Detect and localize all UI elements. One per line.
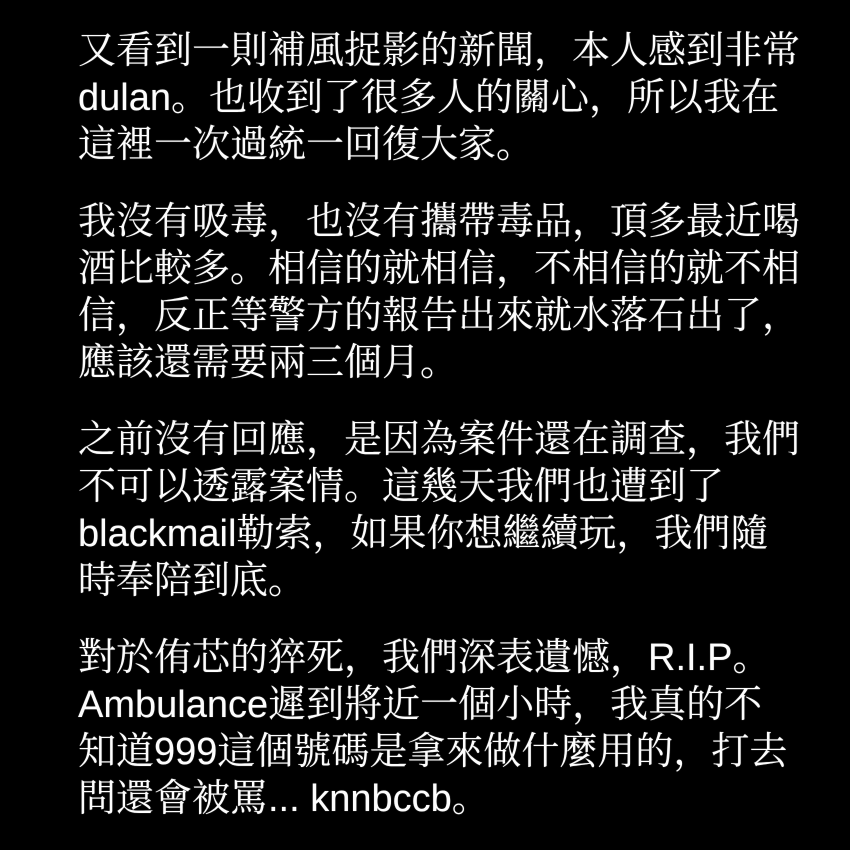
text-line: Ambulance遲到將近一個小時，我真的不: [78, 684, 763, 726]
text-line: dulan。也收到了很多人的關心，所以我在: [78, 77, 779, 119]
text-line: 知道999這個號碼是拿來做什麼用的，打去: [78, 731, 788, 773]
statement-paragraph-2: [78, 199, 814, 387]
text-line: 又看到一則補風捉影的新聞，本人感到非常: [78, 30, 801, 72]
text-line: 之前沒有回應，是因為案件還在調查，我們: [78, 419, 801, 461]
statement-paragraph-3: [78, 417, 814, 605]
statement-paragraph-4: [78, 635, 814, 823]
text-line: 時奉陪到底。: [78, 560, 307, 602]
text-line: 對於侑芯的猝死，我們深表遺憾，R.I.P。: [78, 637, 771, 679]
text-line: 信，反正等警方的報告出來就水落石出了，: [78, 295, 801, 337]
text-line: 我沒有吸毒，也沒有攜帶毒品，頂多最近喝: [78, 201, 801, 243]
text-line: 這裡一次過統一回復大家。: [78, 124, 535, 166]
text-line: 問還會被罵... knnbccb。: [78, 778, 490, 820]
text-line: 應該還需要兩三個月。: [78, 342, 459, 384]
text-line: 不可以透露案情。這幾天我們也遭到了: [78, 466, 725, 508]
statement-paragraph-1: [78, 28, 814, 169]
text-line: 酒比較多。相信的就相信，不相信的就不相: [78, 248, 801, 290]
text-line: blackmail勒索，如果你想繼續玩，我們隨: [78, 513, 769, 555]
